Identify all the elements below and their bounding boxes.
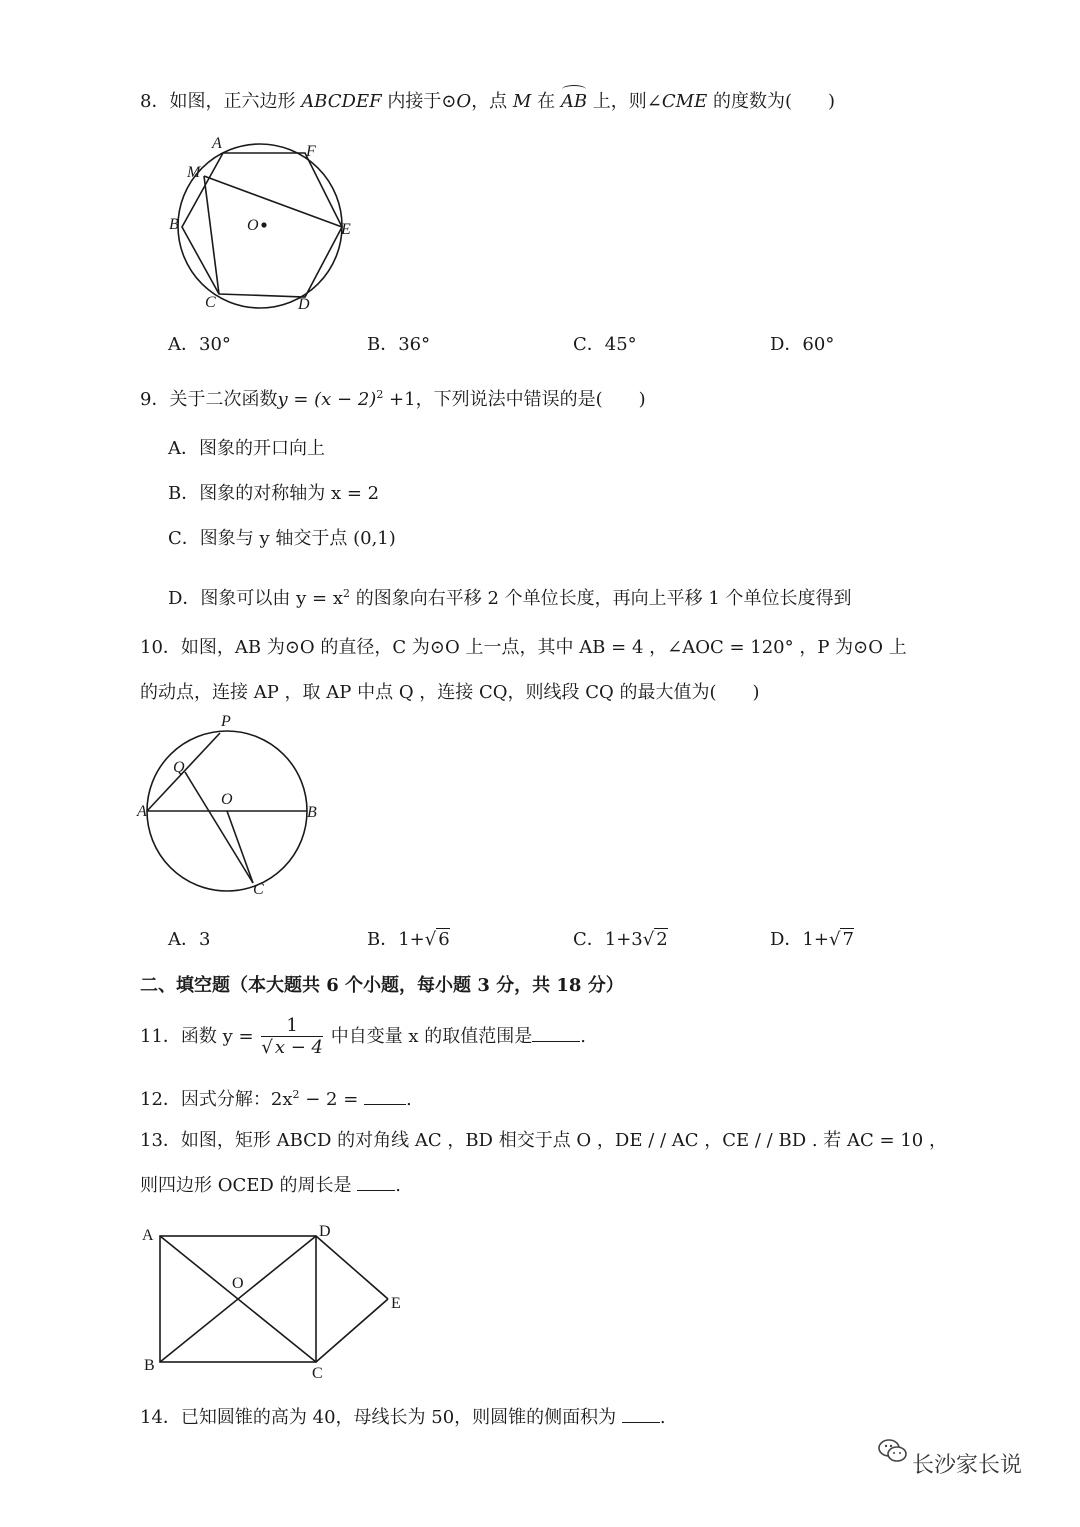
answer-blank: [364, 1104, 406, 1105]
label-o: O: [232, 1275, 244, 1292]
label-m: M: [187, 164, 201, 181]
label-d: D: [319, 1223, 331, 1240]
q13-figure: [138, 1220, 418, 1385]
answer-blank: [622, 1422, 660, 1423]
label-c: C: [312, 1365, 323, 1382]
q11: 11．函数 y = $\frac{1}{√ x - 4}$ 中自变量 x 的取值范围是 .: [140, 1014, 587, 1058]
circle-o: [178, 144, 342, 308]
segment-mc: [204, 176, 219, 294]
label-c: C: [205, 294, 216, 311]
q14: 14．已知圆锥的高为 40，母线长为 50，则圆锥的侧面积为 .: [140, 1407, 666, 1428]
label-b: B: [169, 216, 179, 233]
q13-stem-line2: 则四边形 OCED 的周长是 .: [140, 1175, 402, 1196]
label-o: O: [221, 791, 233, 808]
q9-option-a: A．图象的开口向上: [168, 438, 325, 459]
label-e: E: [391, 1295, 401, 1312]
q9-stem: 9．关于二次函数$y = (x - 2)^2 +1$，下列说法中错误的是( ): [140, 388, 646, 410]
q9-option-d: D．图象可以由 $y = x^2$ 的图象向右平移 2 个单位长度，再向上平移 1 个单位长度得到: [168, 587, 852, 609]
label-a: A: [142, 1227, 154, 1244]
q10-option-d: D．1+√ 7: [770, 929, 854, 950]
label-c: C: [253, 881, 264, 898]
q10-stem-line1: 10．如图，AB 为⊙O 的直径，C 为⊙O 上一点，其中 AB = 4 ，∠AOC = 120° ，P 为⊙O 上: [140, 637, 907, 658]
label-b: B: [144, 1357, 155, 1374]
segment-ce: [316, 1299, 388, 1362]
label-a: A: [212, 135, 222, 152]
q8-option-c: C．45°: [573, 334, 637, 355]
q8-stem: 8．如图，正六边形 ABCDEF 内接于⊙O，点 M 在 AB 上，则∠CME 的度数为( ): [140, 91, 836, 112]
segment-me: [204, 176, 342, 227]
q10-option-c: C．1+3√ 2: [573, 929, 668, 950]
watermark: 长沙家长说: [912, 1453, 1023, 1478]
label-e: E: [341, 221, 351, 238]
label-o: O: [247, 217, 259, 234]
q10-option-b: B．1+√ 6: [367, 929, 450, 950]
segment-de: [316, 1236, 388, 1299]
q10-figure: [135, 712, 335, 897]
q9-option-b: B．图象的对称轴为 x = 2: [168, 483, 380, 504]
q10-option-a: A．3: [168, 929, 211, 950]
q12: 12．因式分解：$2x^2 - 2$ = .: [140, 1088, 412, 1110]
label-f: F: [306, 143, 316, 160]
segment-qc: [185, 772, 253, 883]
answer-blank: [357, 1190, 395, 1191]
label-q: Q: [173, 759, 185, 776]
label-p: P: [221, 713, 231, 730]
center-dot: [261, 222, 266, 227]
label-d: D: [298, 296, 310, 313]
q10-stem-line2: 的动点，连接 AP ，取 AP 中点 Q ，连接 CQ，则线段 CQ 的最大值为( ): [140, 682, 760, 703]
fraction: $\frac{1}{√ x - 4}$: [261, 1014, 323, 1058]
wechat-icon: [878, 1438, 908, 1464]
q13-stem-line1: 13．如图，矩形 ABCD 的对角线 AC ，BD 相交于点 O ，DE / / AC ，CE / / BD . 若 AC = 10 ，: [140, 1130, 947, 1151]
q8-option-a: A．30°: [168, 334, 231, 355]
q8-option-b: B．36°: [367, 334, 431, 355]
q9-option-c: C．图象与 y 轴交于点 (0,1): [168, 528, 396, 549]
section-heading: 二、填空题（本大题共 6 个小题，每小题 3 分，共 18 分）: [140, 975, 624, 996]
answer-blank: [532, 1041, 580, 1042]
label-a: A: [137, 803, 147, 820]
q8-figure: [160, 132, 370, 317]
q8-option-d: D．60°: [770, 334, 835, 355]
arc-ab: AB: [560, 91, 588, 112]
label-b: B: [307, 804, 317, 821]
